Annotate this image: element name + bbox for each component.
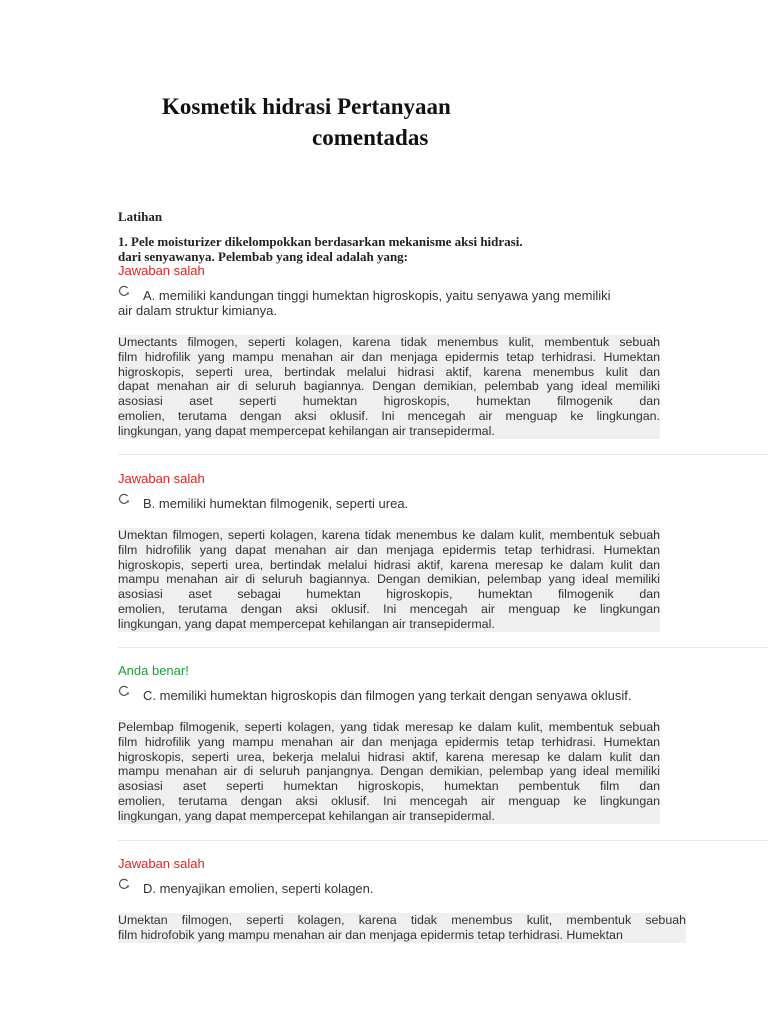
answer-c (118, 663, 768, 824)
feedback-line: Pelembap filmogenik, seperti kolagen, yang tidak meresap ke dalam kulit, membentuk sebuah (118, 720, 660, 734)
feedback-line: mampu menahan air di seluruh bagiannya. Dengan demikian, pelembap yang ideal memiliki (118, 572, 660, 587)
feedback-line: film hidrofobik yang mampu menahan air dan menjaga epidermis tetap terhidrasi. Humektan (118, 927, 623, 942)
feedback-line: dapat menahan air di seluruh bagiannya. Dengan demikian, pelembab yang ideal memiliki (118, 379, 660, 394)
answer-status: Jawaban salah (118, 263, 205, 278)
feedback-line: higroskopis, seperti urea, bekerja melalui hidrasi aktif, karena meresap ke dalam kulit dan (118, 749, 660, 764)
answer-feedback (118, 913, 686, 943)
section-divider (118, 840, 768, 841)
option-text: A. memiliki kandungan tinggi humektan higroskopis, yaitu senyawa yang memiliki (143, 288, 611, 303)
answer-d (118, 856, 768, 943)
answer-feedback (118, 528, 660, 632)
answer-status: Jawaban salah (118, 856, 205, 871)
feedback-line: mampu menahan air di seluruh panjangnya. Dengan demikian, pelembap yang ideal memiliki (118, 764, 660, 779)
feedback-line: lingkungan, yang dapat mempercepat kehilangan air transepidermal. (118, 423, 495, 438)
feedback-line: film hidrofilik yang dapat menahan air dan menjaga epidermis tetap terhidrasi. Humektan (118, 542, 660, 557)
feedback-line: asosiasi aset seperti humektan higroskopis, humektan filmogenik dan (118, 394, 660, 409)
title-line-2: comentadas (312, 125, 429, 150)
answer-a (118, 263, 768, 439)
answer-feedback (118, 720, 660, 824)
feedback-line: lingkungan, yang dapat mempercepat kehilangan air transepidermal. (118, 616, 495, 631)
radio-loading-icon[interactable] (118, 685, 130, 697)
answer-option[interactable] (118, 285, 658, 318)
feedback-line: asosiasi aset seperti humektan higroskopis, humektan pembentuk film dan (118, 779, 660, 794)
feedback-line: Umektan filmogen, seperti kolagen, karena tidak menembus kulit, membentuk sebuah (118, 913, 686, 927)
title-line-1: Kosmetik hidrasi Pertanyaan (162, 94, 451, 119)
feedback-line: emolien, terutama dengan aksi oklusif. Ini mencegah air menguap ke lingkungan (118, 601, 660, 616)
option-text: C. memiliki humektan higroskopis dan filmogen yang terkait dengan senyawa oklusif. (143, 688, 632, 703)
option-text-continued: air dalam struktur kimianya. (118, 303, 277, 318)
feedback-line: Umectants filmogen, seperti kolagen, karena tidak menembus kulit, membentuk sebuah (118, 335, 660, 349)
answer-option[interactable] (118, 685, 658, 703)
feedback-line: higroskopis, seperti urea, bertindak melalui hidrasi aktif, karena menembus kulit dan (118, 364, 660, 379)
answer-option[interactable] (118, 878, 658, 896)
answer-option[interactable] (118, 493, 658, 511)
answer-status: Anda benar! (118, 663, 189, 678)
feedback-line: asosiasi aset sebagai humektan higroskopis, humektan filmogenik dan (118, 587, 660, 602)
radio-loading-icon[interactable] (118, 493, 130, 505)
feedback-line: emolien, terutama dengan aksi oklusif. Ini mencegah air menguap ke lingkungan. (118, 408, 660, 423)
radio-loading-icon[interactable] (118, 285, 130, 297)
section-label: Latihan (118, 209, 163, 224)
feedback-line: film hidrofilik yang mampu menahan air dan menjaga epidermis tetap terhidrasi. Humektan (118, 349, 660, 364)
question-line-1: 1. Pele moisturizer dikelompokkan berdasarkan mekanisme aksi hidrasi. (118, 234, 523, 249)
section-divider (118, 454, 768, 455)
feedback-line: higroskopis, seperti urea, bertindak melalui hidrasi aktif, karena meresap ke dalam kulit dan (118, 557, 660, 572)
feedback-line: lingkungan, yang dapat mempercepat kehilangan air transepidermal. (118, 808, 495, 823)
answer-feedback (118, 335, 660, 439)
feedback-line: Umektan filmogen, seperti kolagen, karena tidak menembus ke dalam kulit, membentuk sebuah (118, 528, 660, 542)
option-text: D. menyajikan emolien, seperti kolagen. (143, 881, 374, 896)
option-text: B. memiliki humektan filmogenik, seperti urea. (143, 496, 409, 511)
feedback-line: film hidrofilik yang mampu menahan air dan menjaga epidermis tetap terhidrasi. Humektan (118, 734, 660, 749)
feedback-line: emolien, terutama dengan aksi oklusif. Ini mencegah air menguap ke lingkungan (118, 793, 660, 808)
section-divider (118, 647, 768, 648)
radio-loading-icon[interactable] (118, 878, 130, 890)
answer-status: Jawaban salah (118, 471, 205, 486)
answer-b (118, 471, 768, 632)
question-line-2: dari senyawanya. Pelembab yang ideal adalah yang: (118, 249, 409, 264)
